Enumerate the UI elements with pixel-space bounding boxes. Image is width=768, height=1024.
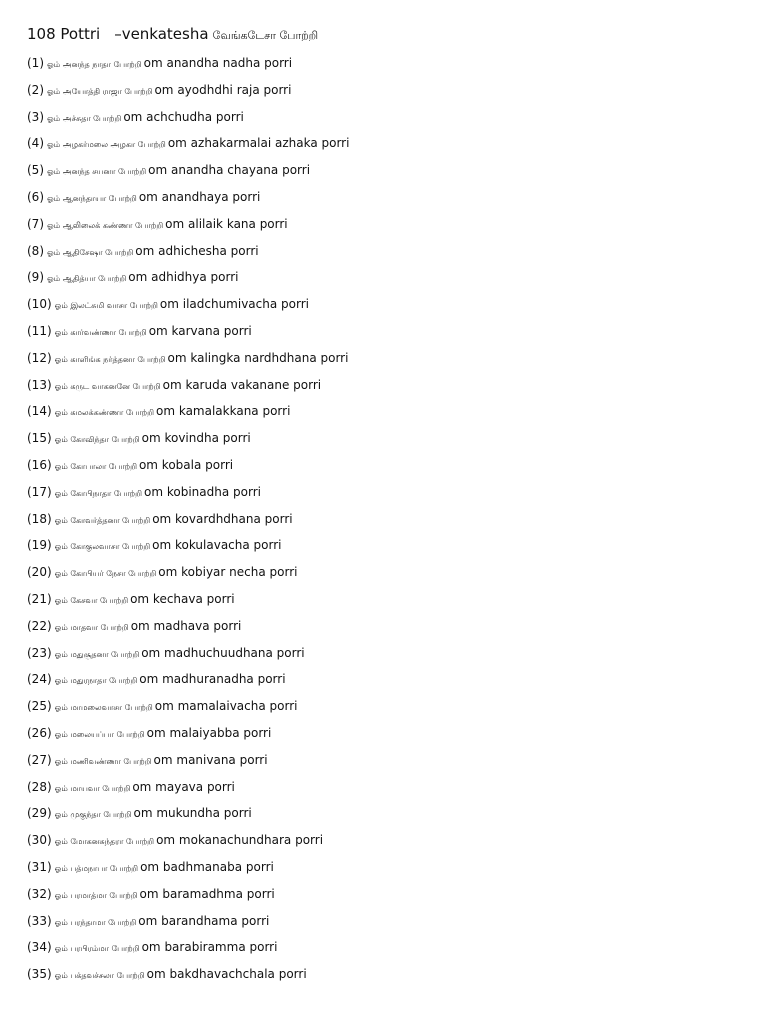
list-item — [27, 159, 349, 186]
item-number: (29) — [27, 806, 52, 821]
item-tamil-text: ஓம் கார்வண்ணா போற்றி — [54, 327, 147, 337]
item-tamil-text: ஓம் பரந்தாமா போற்றி — [54, 917, 137, 927]
list-item — [27, 454, 349, 481]
item-tamil-text: ஓம் கோவிந்தா போற்றி — [54, 435, 140, 445]
item-transliteration: om adhichesha porri — [135, 243, 259, 258]
item-number: (9) — [27, 270, 44, 285]
item-transliteration: om kokulavacha porri — [152, 538, 282, 553]
item-number: (35) — [27, 967, 52, 982]
item-tamil-text: ஓம் ஆதிசேஷா போற்றி — [47, 247, 134, 257]
pottri-list — [27, 52, 349, 990]
list-item — [27, 534, 349, 561]
item-number: (3) — [27, 109, 44, 124]
item-number: (4) — [27, 136, 44, 151]
list-item — [27, 106, 349, 133]
list-item — [27, 829, 349, 856]
item-number: (24) — [27, 672, 52, 687]
item-tamil-text: ஓம் கோபிநாதா போற்றி — [54, 488, 142, 498]
item-number: (16) — [27, 457, 52, 472]
item-tamil-text: ஓம் இலட்சுமி வாசா போற்றி — [54, 301, 158, 311]
item-tamil-text: ஓம் மாயவா போற்றி — [54, 783, 131, 793]
list-item — [27, 776, 349, 803]
item-transliteration: om manivana porri — [153, 752, 268, 767]
item-transliteration: om badhmanaba porri — [140, 859, 274, 874]
item-tamil-text: ஓம் அழகர்மலை அழகா போற்றி — [47, 140, 166, 150]
item-number: (30) — [27, 833, 52, 848]
item-number: (23) — [27, 645, 52, 660]
list-item — [27, 508, 349, 535]
list-item — [27, 802, 349, 829]
item-transliteration: om madhuchuudhana porri — [141, 645, 305, 660]
item-transliteration: om mamalaivacha porri — [154, 699, 298, 714]
list-item — [27, 481, 349, 508]
item-tamil-text: ஓம் மதுரநாதா போற்றி — [54, 676, 138, 686]
item-number: (6) — [27, 189, 44, 204]
item-transliteration: om iladchumivacha porri — [159, 297, 309, 312]
item-number: (12) — [27, 350, 52, 365]
item-transliteration: om kechava porri — [130, 591, 235, 606]
item-tamil-text: ஓம் பரபிரம்மா போற்றி — [54, 944, 140, 954]
item-tamil-text: ஓம் ஆலிலைக் கண்ணா போற்றி — [47, 220, 164, 230]
list-item — [27, 240, 349, 267]
item-tamil-text: ஓம் கோகுலவாசா போற்றி — [54, 542, 151, 552]
item-transliteration: om kamalakkana porri — [155, 404, 291, 419]
list-item — [27, 588, 349, 615]
item-number: (1) — [27, 56, 44, 70]
page-title — [27, 23, 318, 47]
item-tamil-text: ஓம் பத்மநாபா போற்றி — [54, 863, 139, 873]
item-transliteration: om kovindha porri — [141, 431, 251, 446]
item-tamil-text: ஓம் கோவர்த்தனா போற்றி — [54, 515, 151, 525]
item-transliteration: om ayodhdhi raja porri — [154, 82, 292, 97]
list-item — [27, 213, 349, 240]
item-transliteration: om kalingka nardhdhana porri — [167, 350, 349, 365]
item-number: (34) — [27, 940, 52, 955]
item-transliteration: om malaiyabba porri — [146, 725, 272, 740]
list-item — [27, 910, 349, 937]
list-item — [27, 400, 349, 427]
item-tamil-text: ஓம் பக்தவச்சலா போற்றி — [54, 971, 145, 981]
item-tamil-text: ஓம் கோபியர் நேசா போற்றி — [54, 569, 157, 579]
item-number: (5) — [27, 163, 44, 178]
item-transliteration: om anandha nadha porri — [143, 56, 293, 70]
item-tamil-text: ஓம் அயோத்தி ராஜா போற்றி — [47, 86, 153, 96]
item-number: (28) — [27, 779, 52, 794]
item-tamil-text: ஓம் கேசவா போற்றி — [54, 595, 129, 605]
item-tamil-text: ஓம் மாமலைவாசா போற்றி — [54, 703, 153, 713]
item-transliteration: om anandhaya porri — [138, 189, 261, 204]
item-transliteration: om kovardhdhana porri — [152, 511, 293, 526]
list-item — [27, 722, 349, 749]
title-subtitle: –venkatesha — [114, 25, 209, 43]
list-item — [27, 936, 349, 963]
item-number: (33) — [27, 913, 52, 928]
item-transliteration: om madhuranadha porri — [139, 672, 286, 687]
item-number: (22) — [27, 618, 52, 633]
item-tamil-text: ஓம் கருட வாகனனே போற்றி — [54, 381, 161, 391]
item-transliteration: om madhava porri — [130, 618, 242, 633]
item-transliteration: om achchudha porri — [123, 109, 244, 124]
item-number: (32) — [27, 886, 52, 901]
item-number: (18) — [27, 511, 52, 526]
item-transliteration: om azhakarmalai azhaka porri — [167, 136, 350, 151]
list-item — [27, 320, 349, 347]
item-tamil-text: ஓம் கோபாலா போற்றி — [54, 461, 137, 471]
item-transliteration: om kobinadha porri — [144, 484, 261, 499]
item-tamil-text: ஓம் ஆனந்தாயா போற்றி — [47, 193, 137, 203]
item-tamil-text: ஓம் கமலக்கண்ணா போற்றி — [54, 408, 154, 418]
item-transliteration: om barandhama porri — [138, 913, 270, 928]
list-item — [27, 266, 349, 293]
list-item — [27, 427, 349, 454]
item-tamil-text: ஓம் அச்சுதா போற்றி — [47, 113, 122, 123]
item-number: (2) — [27, 82, 44, 97]
item-transliteration: om karvana porri — [148, 323, 252, 338]
item-transliteration: om mokanachundhara porri — [156, 833, 324, 848]
item-tamil-text: ஓம் பரமாத்மா போற்றி — [54, 890, 138, 900]
item-tamil-text: ஓம் அனந்த நாதா போற்றி — [47, 60, 142, 69]
list-item — [27, 293, 349, 320]
item-number: (27) — [27, 752, 52, 767]
item-transliteration: om karuda vakanane porri — [162, 377, 322, 392]
title-english: 108 Pottri — [27, 25, 101, 43]
item-number: (31) — [27, 859, 52, 874]
item-number: (14) — [27, 404, 52, 419]
list-item — [27, 132, 349, 159]
item-number: (10) — [27, 297, 52, 312]
item-transliteration: om adhidhya porri — [128, 270, 239, 285]
item-number: (11) — [27, 323, 52, 338]
list-item — [27, 374, 349, 401]
item-transliteration: om barabiramma porri — [141, 940, 278, 955]
list-item — [27, 642, 349, 669]
item-transliteration: om anandha chayana porri — [148, 163, 311, 178]
list-item — [27, 749, 349, 776]
list-item — [27, 52, 349, 79]
list-item — [27, 883, 349, 910]
item-tamil-text: ஓம் காளிங்க நர்த்தனா போற்றி — [54, 354, 166, 364]
item-tamil-text: ஓம் மதுசூதனா போற்றி — [54, 649, 140, 659]
item-transliteration: om alilaik kana porri — [165, 216, 288, 231]
list-item — [27, 561, 349, 588]
list-item — [27, 668, 349, 695]
item-transliteration: om kobala porri — [138, 457, 234, 472]
item-number: (8) — [27, 243, 44, 258]
item-transliteration: om bakdhavachchala porri — [146, 967, 307, 982]
item-tamil-text: ஓம் மாதவா போற்றி — [54, 622, 129, 632]
item-number: (21) — [27, 591, 52, 606]
item-number: (13) — [27, 377, 52, 392]
title-tamil: வேங்கடேசா போற்றி — [212, 29, 319, 42]
list-item — [27, 963, 349, 990]
item-transliteration: om mayava porri — [132, 779, 235, 794]
item-tamil-text: ஓம் ஆதித்யா போற்றி — [47, 274, 127, 284]
list-item — [27, 856, 349, 883]
list-item — [27, 347, 349, 374]
item-tamil-text: ஓம் முகுந்தா போற்றி — [54, 810, 132, 820]
item-number: (25) — [27, 699, 52, 714]
item-transliteration: om kobiyar necha porri — [158, 565, 298, 580]
item-number: (15) — [27, 431, 52, 446]
item-number: (26) — [27, 725, 52, 740]
list-item — [27, 615, 349, 642]
item-number: (17) — [27, 484, 52, 499]
item-number: (20) — [27, 565, 52, 580]
item-tamil-text: ஓம் அனந்த சயனா போற்றி — [47, 167, 147, 177]
list-item — [27, 695, 349, 722]
item-tamil-text: ஓம் மணிவண்ணா போற்றி — [54, 756, 152, 766]
item-number: (7) — [27, 216, 44, 231]
item-tamil-text: ஓம் மோகனசுந்தரா போற்றி — [54, 837, 155, 847]
item-number: (19) — [27, 538, 52, 553]
item-tamil-text: ஓம் மலையப்பா போற்றி — [54, 729, 145, 739]
list-item — [27, 79, 349, 106]
item-transliteration: om mukundha porri — [133, 806, 252, 821]
list-item — [27, 186, 349, 213]
item-transliteration: om baramadhma porri — [139, 886, 275, 901]
